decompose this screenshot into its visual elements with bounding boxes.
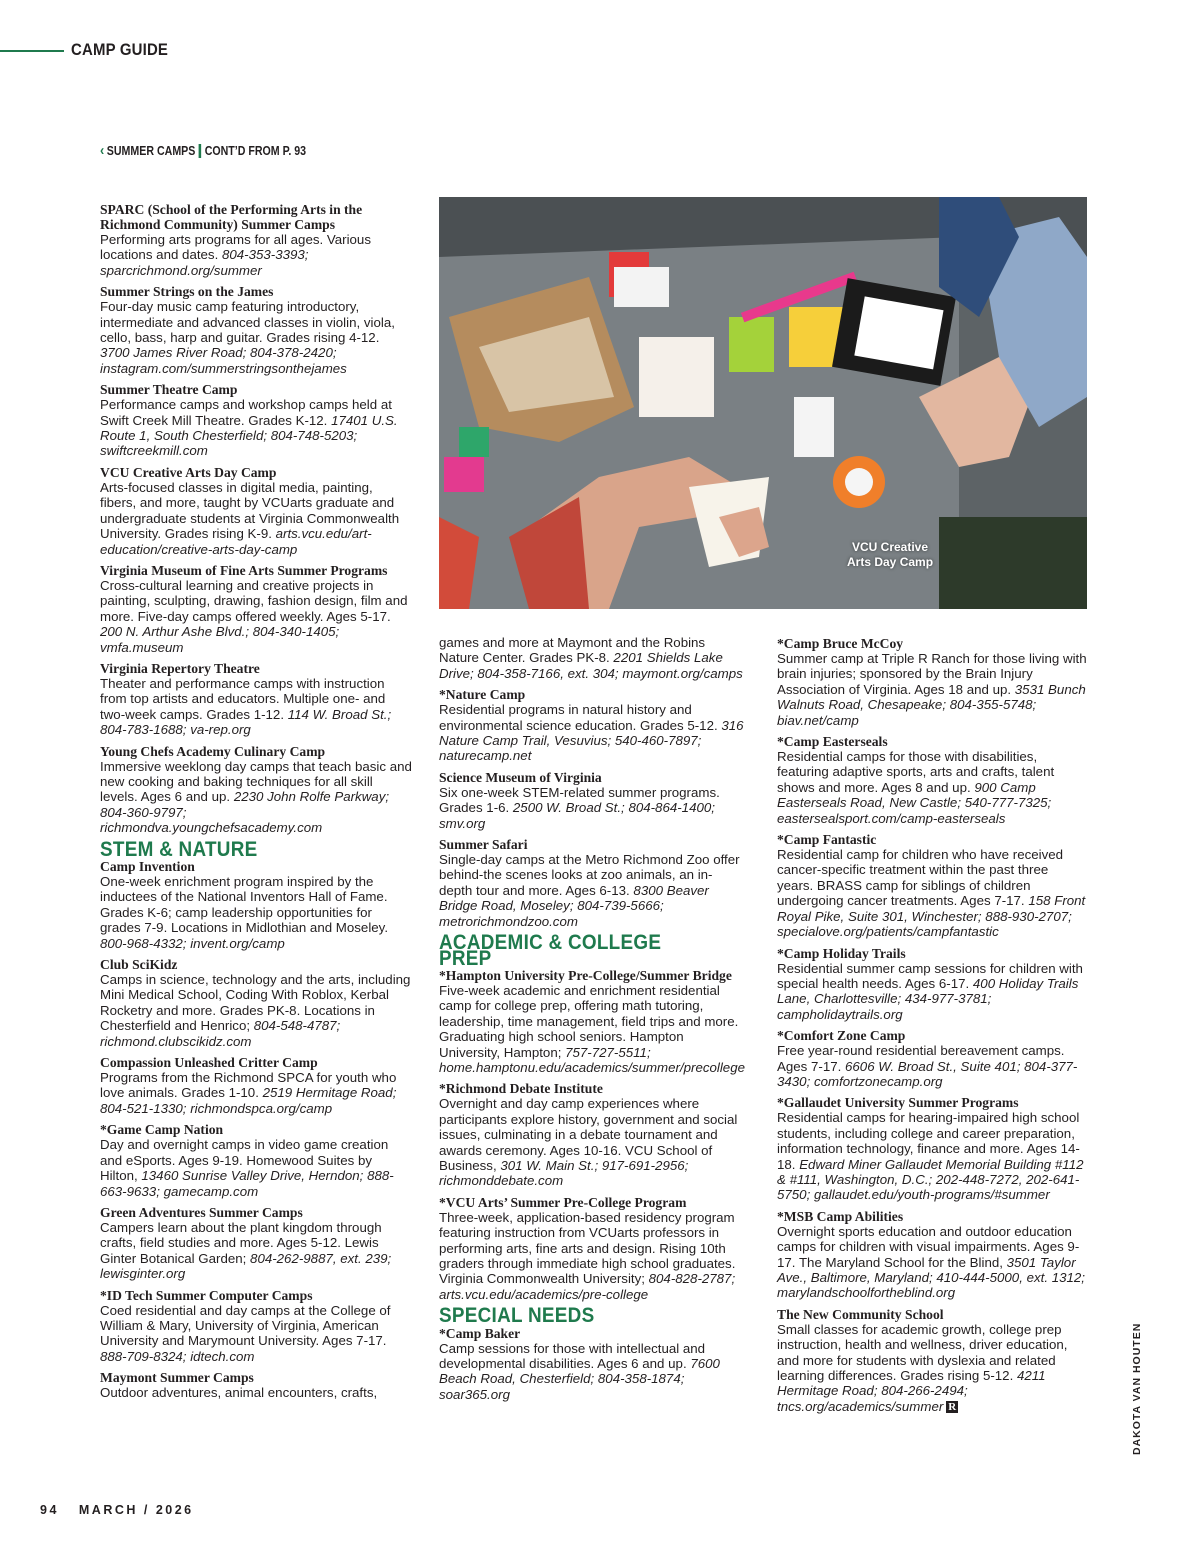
camp-description: Performance camps and workshop camps held at Swift Creek Mill Theatre. Grades K-12. <box>100 397 392 428</box>
camp-name: Camp Invention <box>100 859 195 874</box>
camp-details <box>100 1385 412 1400</box>
col3-entries <box>777 636 1087 1414</box>
camp-contact: 804-262-9887, ext. 239; lewisginter.org <box>100 1250 392 1282</box>
contd-ref: CONT’D FROM P. 93 <box>204 143 307 158</box>
camp-description: Performing arts programs for all ages. Various locations and dates. <box>100 232 371 263</box>
camp-contact: 804-353-3393; sparcrichmond.org/summer <box>100 247 309 278</box>
camp-description: Three-week, application-based residency program featuring instruction from VCUarts professors in performing arts, fine arts and design. Rising 10th graders through immediate high school graduates. Virginia Commonwealth University; <box>439 1209 736 1287</box>
end-mark: R <box>948 1400 957 1413</box>
camp-entry <box>439 635 745 681</box>
camp-name: Science Museum of Virginia <box>439 769 602 785</box>
camp-details <box>100 676 412 738</box>
camp-description: Cross-cultural learning and creative projects in painting, sculpting, drawing, fashion design, film and more. Five-day camps offered weekly. Ages 5-17. <box>100 577 408 624</box>
camp-entry <box>100 957 412 1049</box>
caption-line-2: Arts Day Camp <box>847 555 934 569</box>
section-label: CAMP GUIDE <box>71 40 169 59</box>
camp-contact: 757-727-5511; home.hamptonu.edu/academics/summer/precollege <box>439 1044 745 1075</box>
camp-entry <box>777 734 1087 826</box>
camp-name: The New Community School <box>777 1306 944 1322</box>
camp-description: games and more at Maymont and the Robins Nature Center. Grades PK-8. <box>439 635 706 666</box>
camp-details <box>777 749 1087 826</box>
camp-name: *Nature Camp <box>439 687 526 703</box>
camp-name: *Camp Holiday Trails <box>777 945 906 961</box>
camp-details <box>777 847 1087 939</box>
camp-entry <box>100 744 412 836</box>
column-2 <box>439 635 745 1408</box>
camp-description: Small classes for academic growth, college prep instruction, health and wellness, driver education, and more for students with dyslexia and related learning differences. Grades rising 5-12. <box>777 1321 1068 1384</box>
page-footer <box>40 1503 194 1517</box>
col1-entries-stem <box>100 859 412 1401</box>
camp-details <box>100 1070 412 1116</box>
camp-entry <box>439 687 745 764</box>
camp-entry <box>439 968 745 1075</box>
camp-name: VCU Creative Arts Day Camp <box>100 464 277 480</box>
page-number: 94 <box>40 1503 59 1517</box>
camp-name: *Game Camp Nation <box>100 1122 224 1138</box>
camp-details <box>100 480 412 557</box>
camp-entry <box>100 1205 412 1282</box>
camp-description: Coed residential and day camps at the College of William & Mary, University of Virginia, American University and Marymount University. Ages 7-17. <box>100 1302 391 1349</box>
camp-contact: 2519 Hermitage Road; 804-521-1330; richmondspca.org/camp <box>100 1085 397 1116</box>
camp-entry <box>100 1288 412 1365</box>
camp-details <box>100 232 412 278</box>
camp-contact: 804-828-2787; arts.vcu.edu/academics/pre-college <box>439 1271 736 1302</box>
camp-details <box>100 397 412 459</box>
camp-contact: 804-548-4787; richmond.clubscikidz.com <box>100 1018 341 1049</box>
camp-entry <box>100 465 412 557</box>
camp-entry <box>100 859 412 951</box>
camp-contact: 888-709-8324; idtech.com <box>100 1348 255 1364</box>
camp-entry <box>439 1081 745 1188</box>
camp-name: Summer Safari <box>439 837 528 853</box>
camp-description: Overnight and day camp experiences where participants explore history, government and social issues, culminating in a debate tournament and awards ceremony. Ages 10-16. VCU School of Business, <box>439 1096 738 1173</box>
camp-description: Day and overnight camps in video game creation and eSports. Ages 9-19. Homewood Suites by Hilton, <box>100 1137 389 1184</box>
camp-details <box>439 785 745 831</box>
camp-entry <box>100 661 412 738</box>
col2-entries-special <box>439 1326 745 1403</box>
camp-description: Outdoor adventures, animal encounters, crafts, <box>100 1385 378 1401</box>
camp-entry <box>100 1370 412 1400</box>
camp-details <box>100 299 412 376</box>
camp-contact: 2230 John Rolfe Parkway; 804-360-9797; richmondva.youngchefsacademy.com <box>100 789 390 836</box>
camp-details <box>100 578 412 655</box>
camp-details <box>439 1096 745 1188</box>
camp-name: Summer Theatre Camp <box>100 382 238 398</box>
chevron-left-icon: ‹ <box>100 142 105 159</box>
camp-name: *Camp Baker <box>439 1325 521 1341</box>
camp-details <box>439 1341 745 1403</box>
issue-date: MARCH / 2026 <box>78 1503 194 1517</box>
camp-contact: 7600 Beach Road, Chesterfield; 804-358-1874; soar365.org <box>439 1356 720 1402</box>
camp-name: *VCU Arts’ Summer Pre-College Program <box>439 1194 687 1210</box>
camp-entry <box>100 1055 412 1116</box>
camp-contact: 6606 W. Broad St., Suite 401; 804-377-3430; comfortzonecamp.org <box>777 1058 1078 1089</box>
camp-description: Immersive weeklong day camps that teach basic and new cooking and baking techniques for all skill levels. Ages 6 and up. <box>100 758 412 805</box>
camp-details <box>100 1137 412 1199</box>
camp-contact: 400 Holiday Trails Lane, Charlottesville; 434-977-3781; campholidaytrails.org <box>777 975 1079 1022</box>
camp-name: Maymont Summer Camps <box>100 1370 254 1386</box>
heading-academic: ACADEMIC & COLLEGE PREP <box>439 931 662 970</box>
camp-contact: 301 W. Main St.; 917-691-2956; richmonddebate.com <box>439 1157 689 1189</box>
camp-description: Residential camps for hearing-impaired high school students, including college and career preparation, information technology, finance and more. Ages 14-18. <box>777 1110 1080 1172</box>
camp-description: Five-week academic and enrichment residential camp for college prep, offering math tutoring, leadership, time management, field trips and more. Graduating high school seniors. Hampton University, Hampton; <box>439 982 739 1060</box>
camp-entry <box>439 1195 745 1302</box>
camp-name: *Camp Bruce McCoy <box>777 636 904 651</box>
camp-contact: 17401 U.S. Route 1, South Chesterfield; 804-748-5203; swiftcreekmill.com <box>100 412 398 459</box>
camp-contact: Edward Miner Gallaudet Memorial Building #112 & #111, Washington, D.C.; 202-448-7272, 202-641-5750; gallaudet.edu/youth-programs/#summer <box>777 1156 1084 1203</box>
camp-details <box>777 1110 1087 1202</box>
camp-entry <box>439 837 745 929</box>
camp-name: Club SciKidz <box>100 957 178 973</box>
camp-description: Campers learn about the plant kingdom through crafts, field studies and more. Ages 5-12. Lewis Ginter Botanical Garden; <box>100 1219 382 1266</box>
camp-contact: 4211 Hermitage Road; 804-266-2494; tncs.org/academics/summer <box>777 1368 1046 1414</box>
camp-details <box>777 1043 1087 1089</box>
camp-description: Single-day camps at the Metro Richmond Zoo offer behind-the scenes looks at zoo animals, an in-depth tour and more. Ages 6-13. <box>439 852 740 898</box>
camp-entry <box>777 946 1087 1023</box>
camp-contact: 316 Nature Camp Trail, Vesuvius; 540-460-7897; naturecamp.net <box>439 717 744 764</box>
camp-entry <box>777 1307 1087 1414</box>
camp-description: Summer camp at Triple R Ranch for those living with brain injuries; sponsored by the Brain Injury Association of Virginia. Ages 18 and up. <box>777 651 1087 697</box>
camp-name: *MSB Camp Abilities <box>777 1208 904 1224</box>
column-1 <box>100 202 412 1407</box>
col2-entries-academic <box>439 968 745 1302</box>
camp-description: Overnight sports education and outdoor education camps for children with visual impairments. Ages 9-17. The Maryland School for the Blind, <box>777 1223 1080 1270</box>
camp-entry <box>777 832 1087 939</box>
camp-name: Young Chefs Academy Culinary Camp <box>100 743 326 759</box>
camp-details <box>777 1322 1087 1414</box>
camp-entry <box>100 202 412 278</box>
camp-name: *Gallaudet University Summer Programs <box>777 1095 1019 1111</box>
camp-description: Six one-week STEM-related summer programs. Grades 1-6. <box>439 784 720 816</box>
camp-description: Camps in science, technology and the arts, including Mini Medical School, Coding With Roblox, Kerbal Rocketry and more. Grades PK-8. Locations in Chesterfield and Henrico; <box>100 972 411 1034</box>
camp-name: Green Adventures Summer Camps <box>100 1204 303 1220</box>
camp-description: Programs from the Richmond SPCA for youth who love animals. Grades 1-10. <box>100 1070 397 1101</box>
camp-description: Residential summer camp sessions for children with special health needs. Ages 6-17. <box>777 960 1083 991</box>
camp-entry <box>100 382 412 459</box>
camp-entry <box>100 563 412 655</box>
continued-line <box>100 142 306 159</box>
camp-entry <box>777 1095 1087 1202</box>
heading-special-needs: SPECIAL NEEDS <box>439 1304 595 1328</box>
camp-entry <box>777 1028 1087 1089</box>
camp-description: Free year-round residential bereavement camps. Ages 7-17. <box>777 1043 1065 1074</box>
camp-name: *Comfort Zone Camp <box>777 1028 906 1044</box>
photo-credit: DAKOTA VAN HOUTEN <box>1131 1322 1143 1455</box>
camp-contact: 900 Camp Easterseals Road, New Castle; 540-777-7325; eastersealsport.com/camp-easterseals <box>777 779 1052 826</box>
camp-details <box>439 1210 745 1302</box>
camp-contact: 158 Front Royal Pike, Suite 301, Winchester; 888-930-2707; specialove.org/patients/campfantastic <box>777 893 1086 940</box>
camp-description: Theater and performance camps with instruction from top artists and educators. Multiple one- and two-week camps. Grades 1-12. <box>100 675 386 722</box>
camp-details <box>100 972 412 1049</box>
camp-name: Virginia Repertory Theatre <box>100 660 260 676</box>
camp-description: Arts-focused classes in digital media, painting, fibers, and more, taught by VCUarts graduate and undergraduate students at Virginia Commonwealth University. Grades rising K-9. <box>100 479 400 542</box>
contd-title: SUMMER CAMPS <box>106 143 196 158</box>
camp-details <box>439 983 745 1075</box>
camp-details <box>777 961 1087 1023</box>
camp-details <box>777 1224 1087 1301</box>
divider-bar <box>199 144 202 158</box>
camp-details <box>439 635 745 681</box>
camp-name: Virginia Museum of Fine Arts Summer Programs <box>100 562 388 578</box>
camp-description: One-week enrichment program inspired by the inductees of the National Inventors Hall of Fame. Grades K-6; camp leadership opportunities for grades 7-9. Locations in Midlothian and Moseley. <box>100 874 389 936</box>
camp-description: Residential camp for children who have received cancer-specific treatment within the past three years. BRASS camp for siblings of children undergoing cancer treatments. Ages 7-17. <box>777 847 1064 909</box>
column-3 <box>777 636 1087 1420</box>
camp-name: Compassion Unleashed Critter Camp <box>100 1055 318 1071</box>
camp-description: Residential programs in natural history and environmental science education. Grades 5-12. <box>439 702 722 733</box>
photo-caption <box>847 540 933 570</box>
camp-contact: 800-968-4332; invent.org/camp <box>100 935 285 951</box>
camp-contact: 114 W. Broad St.; 804-783-1688; va-rep.org <box>100 706 392 738</box>
camp-entry <box>777 1209 1087 1301</box>
camp-entry <box>100 284 412 376</box>
camp-contact: 2201 Shields Lake Drive; 804-358-7166, ext. 304; maymont.org/camps <box>439 650 743 681</box>
camp-contact: 3501 Taylor Ave., Baltimore, Maryland; 410-444-5000, ext. 1312; marylandschoolfortheblind.org <box>777 1254 1085 1301</box>
col1-entries-arts <box>100 202 412 836</box>
camp-name: *ID Tech Summer Computer Camps <box>100 1287 313 1303</box>
photo-illustration <box>439 197 1087 609</box>
camp-contact: 2500 W. Broad St.; 804-864-1400; smv.org <box>439 800 715 831</box>
col2-entries-nature <box>439 635 745 929</box>
camp-details <box>777 651 1087 728</box>
camp-details <box>439 852 745 929</box>
camp-name: SPARC (School of the Performing Arts in the Richmond Community) Summer Camps <box>100 202 363 232</box>
camp-name: *Hampton University Pre-College/Summer Bridge <box>439 967 732 983</box>
camp-contact: 3700 James River Road; 804-378-2420; instagram.com/summerstringsonthejames <box>100 345 347 376</box>
camp-description: Camp sessions for those with intellectual and developmental disabilities. Ages 6 and up. <box>439 1340 706 1372</box>
camp-entry <box>439 770 745 831</box>
camp-details <box>100 874 412 951</box>
camp-details <box>100 1303 412 1365</box>
camp-description: Residential camps for those with disabilities, featuring adaptive sports, arts and crafts, talent shows and more. Ages 8 and up. <box>777 749 1055 795</box>
camp-contact: 8300 Beaver Bridge Road, Moseley; 804-739-5666; metrorichmondzoo.com <box>439 882 709 929</box>
camp-photo <box>439 197 1087 609</box>
camp-contact: 13460 Sunrise Valley Drive, Herndon; 888-663-9633; gamecamp.com <box>100 1168 394 1199</box>
camp-details <box>100 1220 412 1282</box>
camp-contact: arts.vcu.edu/art-education/creative-arts-day-camp <box>100 526 372 557</box>
camp-name: *Camp Fantastic <box>777 832 877 848</box>
heading-stem-nature: STEM & NATURE <box>100 837 258 861</box>
camp-entry <box>777 636 1087 728</box>
camp-name: *Camp Easterseals <box>777 734 888 750</box>
camp-contact: 3531 Bunch Walnuts Road, Chesapeake; 804-355-5748; biav.net/camp <box>777 681 1086 728</box>
camp-description: Four-day music camp featuring introductory, intermediate and advanced classes in violin, viola, cello, bass, harp and guitar. Grades rising 4-12. <box>100 299 395 346</box>
camp-name: Summer Strings on the James <box>100 284 274 300</box>
camp-details <box>100 759 412 836</box>
camp-entry <box>100 1122 412 1199</box>
camp-details <box>439 702 745 764</box>
camp-name: *Richmond Debate Institute <box>439 1081 603 1097</box>
camp-contact: 200 N. Arthur Ashe Blvd.; 804-340-1405; vmfa.museum <box>100 624 340 655</box>
header-rule <box>0 50 64 52</box>
camp-entry <box>439 1326 745 1403</box>
caption-line-1: VCU Creative <box>852 540 929 554</box>
